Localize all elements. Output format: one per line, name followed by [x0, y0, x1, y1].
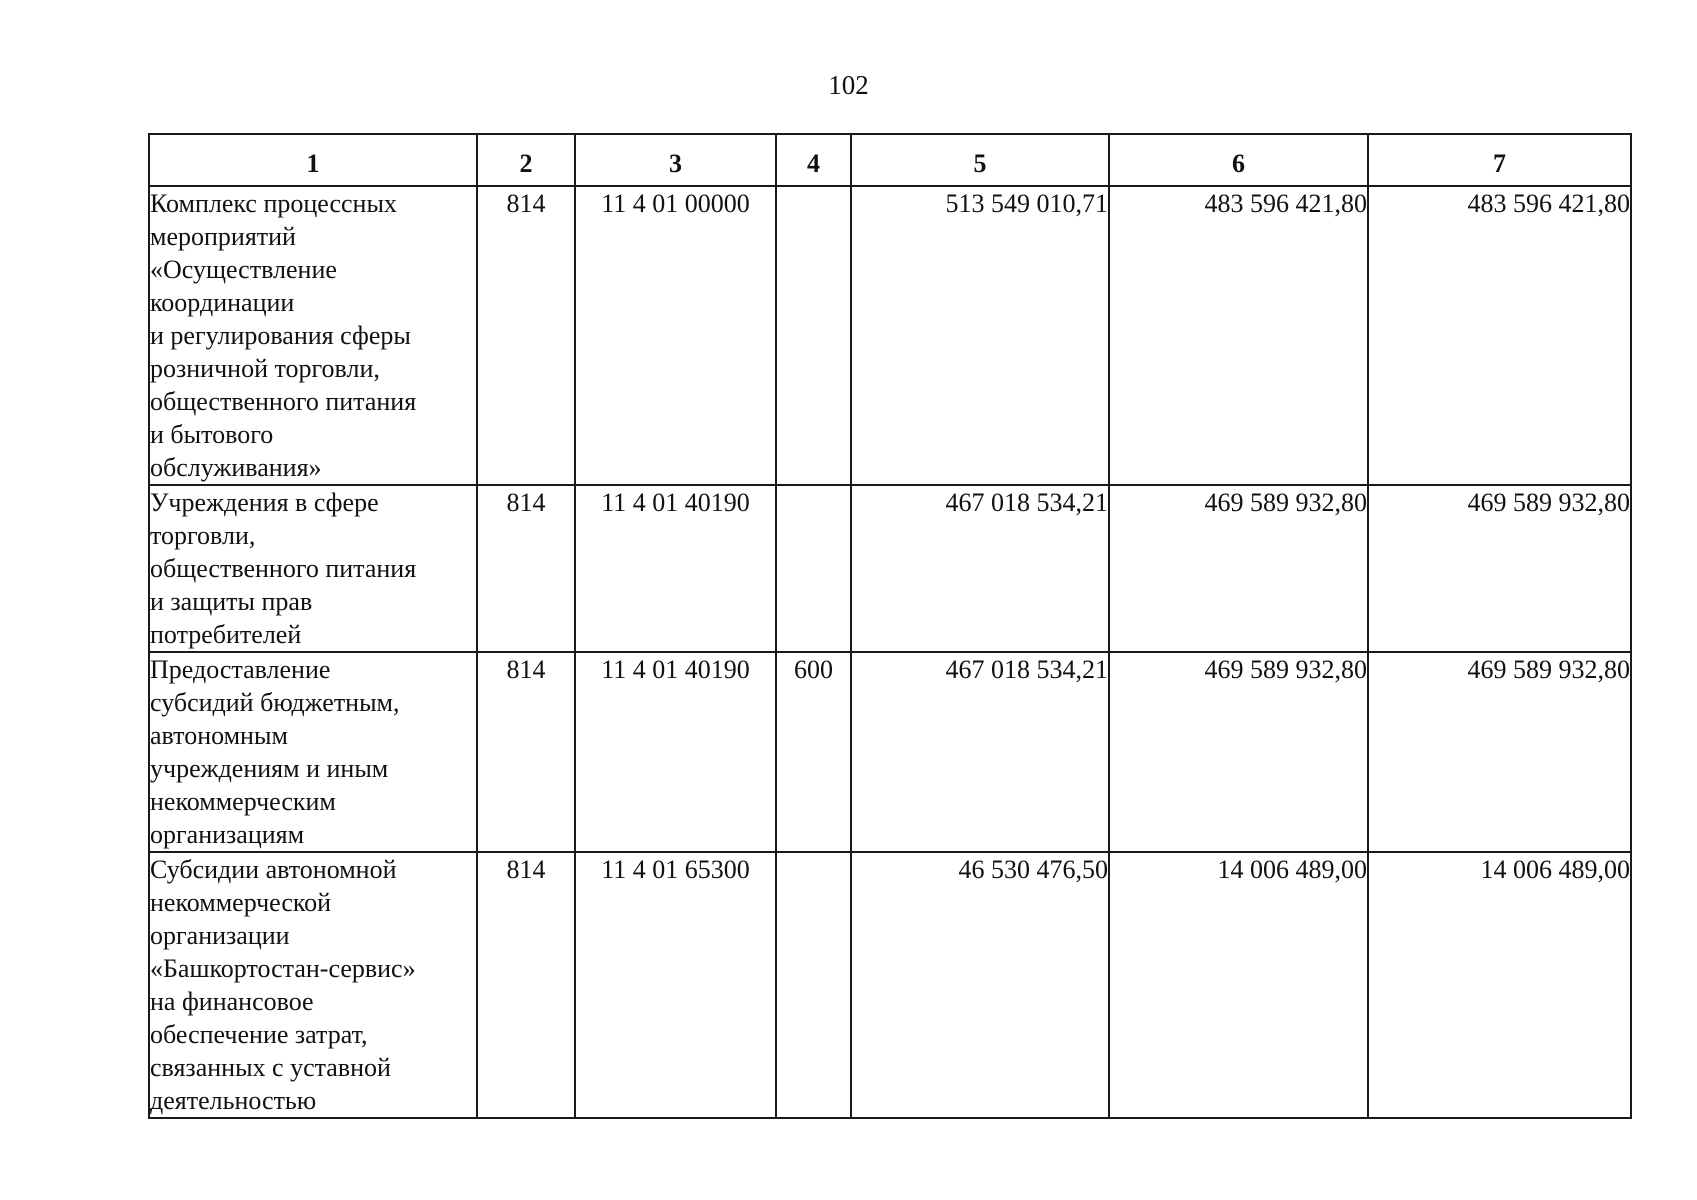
expense-type-cell [776, 186, 851, 485]
table-row [149, 485, 1631, 652]
item-name-cell [149, 652, 477, 852]
item-name-line: организациям [150, 820, 305, 849]
item-name-line: на финансовое [150, 987, 314, 1016]
table-row [149, 852, 1631, 1118]
item-name-line: Комплекс процессных [150, 189, 397, 218]
amount-col7-cell: 483 596 421,80 [1368, 186, 1631, 485]
item-name-line: связанных с уставной [150, 1053, 391, 1082]
amount-col6-cell: 469 589 932,80 [1109, 652, 1368, 852]
item-name-line: субсидий бюджетным, [150, 688, 400, 717]
item-name-line: общественного питания [150, 554, 417, 583]
column-header: 7 [1368, 134, 1631, 186]
target-code-cell: 11 4 01 65300 [575, 852, 776, 1118]
item-name-line: торговли, [150, 521, 256, 550]
item-name-line: некоммерческой [150, 888, 332, 917]
column-header: 4 [776, 134, 851, 186]
item-name-line: и бытового [150, 420, 274, 449]
amount-col5-cell: 467 018 534,21 [851, 485, 1109, 652]
amount-col5-cell: 46 530 476,50 [851, 852, 1109, 1118]
item-name-line: розничной торговли, [150, 354, 380, 383]
page-number: 102 [828, 70, 869, 100]
item-name-cell [149, 186, 477, 485]
target-code-cell: 11 4 01 40190 [575, 485, 776, 652]
table-row [149, 186, 1631, 485]
expense-type-cell: 600 [776, 652, 851, 852]
item-name-line: потребителей [150, 620, 302, 649]
column-header: 6 [1109, 134, 1368, 186]
amount-col5-cell: 513 549 010,71 [851, 186, 1109, 485]
ministry-code-cell: 814 [477, 652, 575, 852]
item-name-line: и защиты прав [150, 587, 313, 616]
item-name-line: Предоставление [150, 655, 331, 684]
item-name-line: мероприятий [150, 222, 296, 251]
item-name-line: некоммерческим [150, 787, 336, 816]
item-name-line: «Осуществление [150, 255, 337, 284]
amount-col6-cell: 483 596 421,80 [1109, 186, 1368, 485]
column-header: 3 [575, 134, 776, 186]
item-name-cell [149, 485, 477, 652]
target-code-cell: 11 4 01 40190 [575, 652, 776, 852]
item-name-cell [149, 852, 477, 1118]
amount-col7-cell: 469 589 932,80 [1368, 652, 1631, 852]
column-header: 5 [851, 134, 1109, 186]
item-name-line: обслуживания» [150, 453, 322, 482]
expense-type-cell [776, 485, 851, 652]
table-header-row [149, 134, 1631, 186]
item-name-line: автономным [150, 721, 288, 750]
item-name-line: Субсидии автономной [150, 855, 397, 884]
amount-col7-cell: 14 006 489,00 [1368, 852, 1631, 1118]
item-name-line: общественного питания [150, 387, 417, 416]
item-name-line: обеспечение затрат, [150, 1020, 368, 1049]
budget-table [148, 133, 1632, 1119]
ministry-code-cell: 814 [477, 186, 575, 485]
table-row [149, 652, 1631, 852]
amount-col5-cell: 467 018 534,21 [851, 652, 1109, 852]
column-header: 2 [477, 134, 575, 186]
item-name-line: «Башкортостан-сервис» [150, 954, 416, 983]
item-name-line: и регулирования сферы [150, 321, 411, 350]
target-code-cell: 11 4 01 00000 [575, 186, 776, 485]
amount-col6-cell: 14 006 489,00 [1109, 852, 1368, 1118]
item-name-line: координации [150, 288, 295, 317]
item-name-line: учреждениям и иным [150, 754, 389, 783]
item-name-line: деятельностью [150, 1086, 317, 1115]
amount-col6-cell: 469 589 932,80 [1109, 485, 1368, 652]
column-header: 1 [149, 134, 477, 186]
item-name-line: организации [150, 921, 290, 950]
item-name-line: Учреждения в сфере [150, 488, 379, 517]
expense-type-cell [776, 852, 851, 1118]
ministry-code-cell: 814 [477, 485, 575, 652]
ministry-code-cell: 814 [477, 852, 575, 1118]
amount-col7-cell: 469 589 932,80 [1368, 485, 1631, 652]
